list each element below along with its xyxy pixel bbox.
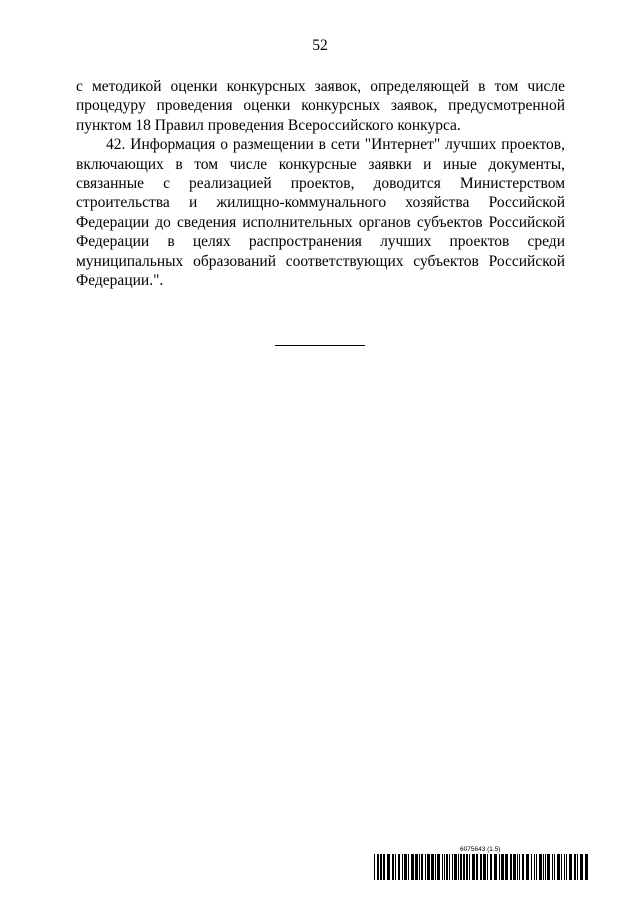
barcode-bar [446,854,448,880]
barcode-bar [466,854,468,880]
barcode-bar [501,854,504,880]
barcode-bar [458,854,459,880]
text-line: строительства и жилищно-коммунального хозяйства Российской [76,194,565,212]
barcode-bar [380,854,382,880]
barcode-bar [449,854,450,880]
barcode-bar [494,854,497,880]
barcode-bar [569,854,572,880]
barcode-bar [499,854,500,880]
paragraph-continuation [76,77,565,135]
barcode-bar [435,854,436,880]
text-line: включающих в том числе конкурсные заявки и иные документы, [76,155,565,173]
barcode-bar [472,854,475,880]
text-line: Федерации до сведения исполнительных органов субъектов Российской [76,213,565,231]
barcode-bar [483,854,486,880]
barcode-bar [460,854,462,880]
barcode-bar [545,854,546,880]
barcode-bar [387,854,390,880]
barcode-bar [554,854,555,880]
barcode-bar [411,854,414,880]
text-line: процедуру проведения оценки конкурсных заявок, предусмотренной [76,97,565,115]
barcode-bar [561,854,562,880]
barcode-bar [469,854,470,880]
barcode-bar [526,854,529,880]
barcode-bar [490,854,492,880]
barcode-bar [522,854,524,880]
body-text [76,77,565,290]
barcode-bar [444,854,445,880]
barcode-bar [543,854,544,880]
barcode-bar [585,854,588,880]
barcode-bar [442,854,443,880]
barcode-bar [392,854,394,880]
barcode-bar [415,854,418,880]
barcode-bar [510,854,512,880]
barcode-bar [564,854,565,880]
barcode-bar [580,854,583,880]
barcode-bar [425,854,426,880]
barcode-bar [419,854,420,880]
barcode-bar [505,854,508,880]
barcode-bar [421,854,423,880]
text-line: Федерации в целях распространения лучших проектов среди [76,233,565,251]
barcode-bar [374,854,375,880]
barcode-bar [437,854,440,880]
barcode-bar [398,854,400,880]
barcode-bar [476,854,478,880]
text-line: связанные с реализацией проектов, доводится Министерством [76,175,565,193]
text-line: 42. Информация о размещении в сети "Интернет" лучших проектов, [106,136,565,154]
page-number: 52 [312,37,328,54]
barcode-bar [552,854,553,880]
barcode-bar [534,854,535,880]
text-line: муниципальных образований соответствующих субъектов Российской [76,252,565,270]
barcode-bar [531,854,532,880]
barcode-bar [377,854,379,880]
barcode-bar [557,854,560,880]
barcode-bar [408,854,409,880]
barcode-bar [452,854,453,880]
text-line: пунктом 18 Правил проведения Всероссийского конкурса. [76,116,461,134]
barcode-bar [463,854,465,880]
barcode-bar [402,854,403,880]
barcode-bar [566,854,567,880]
barcode-bar [487,854,488,880]
barcode-bar [536,854,537,880]
text-line: Федерации.". [76,272,164,290]
end-of-document-divider [275,345,365,346]
barcode-bar [519,854,520,880]
paragraph-42 [76,135,565,290]
barcode-bar [517,854,518,880]
barcode-bar [395,854,396,880]
barcode-bar [480,854,482,880]
barcode-bar [577,854,578,880]
text-line: с методикой оценки конкурсных заявок, определяющей в том числе [76,78,565,95]
barcode-bar [454,854,457,880]
barcode-bar [547,854,550,880]
barcode-bar [431,854,434,880]
barcode-bar [513,854,516,880]
barcode-icon [374,854,590,880]
barcode-bar [574,854,576,880]
barcode-bar [427,854,430,880]
barcode-bar [539,854,542,880]
barcode-bar [404,854,407,880]
barcode-bar [383,854,385,880]
barcode-caption: 6075643 (1.5) [460,846,501,853]
